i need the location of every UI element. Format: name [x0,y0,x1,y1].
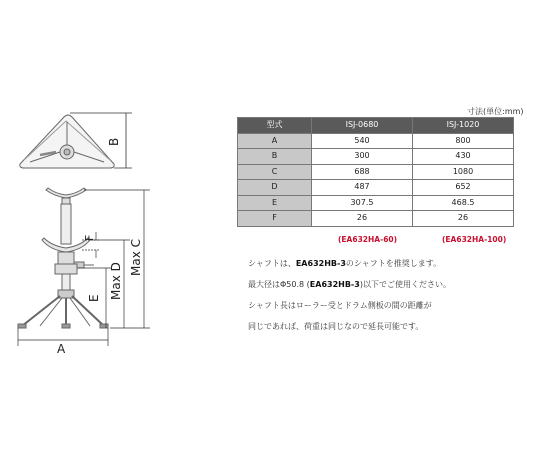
model-code-0680: (EA632HA-60) [338,235,398,244]
cell-value: 300 [312,149,413,165]
spec-table [237,117,514,227]
dim-label-a: A [57,342,66,356]
model-code-1020: (EA632HA-100) [442,235,507,244]
dim-label-max-c: Max C [129,238,143,276]
row-label: A [238,133,312,149]
table-row [238,149,514,165]
row-label: D [238,180,312,196]
row-label: E [238,195,312,211]
table-row [238,195,514,211]
cell-value: 652 [413,180,514,196]
table-row [238,180,514,196]
table-row [238,211,514,227]
dim-label-b: B [107,137,121,146]
row-label: C [238,164,312,180]
dim-label-e: E [87,294,101,302]
note-line-2 [248,274,538,295]
note-text: 最大径はΦ50.8 ( [248,280,310,289]
cell-value: 540 [312,133,413,149]
cell-value: 487 [312,180,413,196]
table-row [238,133,514,149]
header-isj-0680: ISJ-0680 [312,118,413,134]
top-view [20,115,114,168]
unit-note: 寸法(単位:mm) [467,107,524,116]
note-line-1 [248,253,538,274]
cell-value: 26 [413,211,514,227]
side-view [18,188,108,328]
notes [248,253,538,337]
note-part-number: EA632HB-3 [309,280,360,289]
note-text: シャフトは、 [248,259,296,268]
note-text: )以下でご使用ください。 [359,280,451,289]
cell-value: 468.5 [413,195,514,211]
note-text: のシャフトを推奨します。 [345,259,442,268]
note-part-number: EA632HB-3 [295,259,346,268]
note-line-4: 同じであれば、荷重は同じなので延長可能です。 [248,322,424,331]
cell-value: 430 [413,149,514,165]
cell-value: 688 [312,164,413,180]
table-row [238,164,514,180]
header-isj-1020: ISJ-1020 [413,118,514,134]
cell-value: 800 [413,133,514,149]
note-line-3: シャフト長はローラー受とドラム側板の間の距離が [248,301,432,310]
header-model: 型式 [238,118,312,134]
dim-label-f: F [83,234,96,241]
row-label: B [238,149,312,165]
row-label: F [238,211,312,227]
header-row [238,118,514,134]
cell-value: 1080 [413,164,514,180]
dim-label-max-d: Max D [109,262,123,300]
cell-value: 307.5 [312,195,413,211]
cell-value: 26 [312,211,413,227]
